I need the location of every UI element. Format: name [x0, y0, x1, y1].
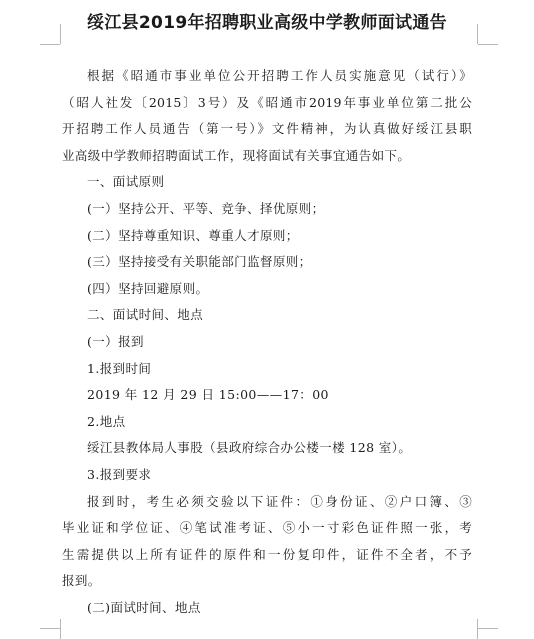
principle-item: (一）坚持公开、平等、竞争、择优原则；: [87, 200, 325, 216]
crop-mark: [477, 619, 478, 639]
registration-requirements-label: 3.报到要求: [87, 466, 152, 482]
crop-mark: [60, 619, 61, 639]
crop-mark: [40, 628, 60, 629]
registration-time-label: 1.报到时间: [87, 360, 152, 376]
requirements-line: 生需提供以上所有证件的原件和一份复印件，证件不全者，不予: [62, 546, 472, 562]
principle-item: (三）坚持接受有关职能部门监督原则；: [87, 254, 312, 270]
crop-mark: [478, 628, 498, 629]
subsection-heading-registration: (一）报到: [87, 333, 144, 349]
intro-line: 根据《昭通市事业单位公开招聘工作人员实施意见（试行）》: [87, 68, 472, 83]
document-body: [62, 63, 472, 621]
registration-place-label: 2.地点: [87, 413, 126, 429]
requirements-line: 报到时，考生必须交验以下证件：①身份证、②户口簿、③: [87, 493, 472, 509]
registration-time-value: 2019 年 12 月 29 日 15:00——17：00: [87, 387, 329, 403]
crop-mark: [478, 44, 498, 45]
intro-line: 业高级中学教师招聘面试工作，现将面试有关事宜通告如下。: [62, 147, 411, 163]
registration-place-value: 绥江县教体局人事股（县政府综合办公楼一楼 128 室）。: [87, 440, 412, 456]
principle-item: (二）坚持尊重知识、尊重人才原则；: [87, 227, 299, 243]
crop-mark: [40, 44, 60, 45]
section-heading-time-place: 二、面试时间、地点: [87, 307, 204, 323]
section-heading-principles: 一、面试原则: [87, 174, 165, 190]
intro-line: （昭人社发〔2015〕3号）及《昭通市2019年事业单位第二批公: [62, 94, 472, 110]
document-title: 绥江县2019年招聘职业高级中学教师面试通告: [87, 13, 447, 33]
requirements-line: 报到。: [62, 573, 101, 589]
subsection-heading-interview: (二)面试时间、地点: [87, 599, 201, 615]
intro-line: 开招聘工作人员通告（第一号）》文件精神，为认真做好绥江县职: [62, 121, 472, 137]
principle-item: (四）坚持回避原则。: [87, 280, 209, 296]
requirements-line: 毕业证和学位证、④笔试准考证、⑤小一寸彩色证件照一张，考: [62, 520, 472, 536]
